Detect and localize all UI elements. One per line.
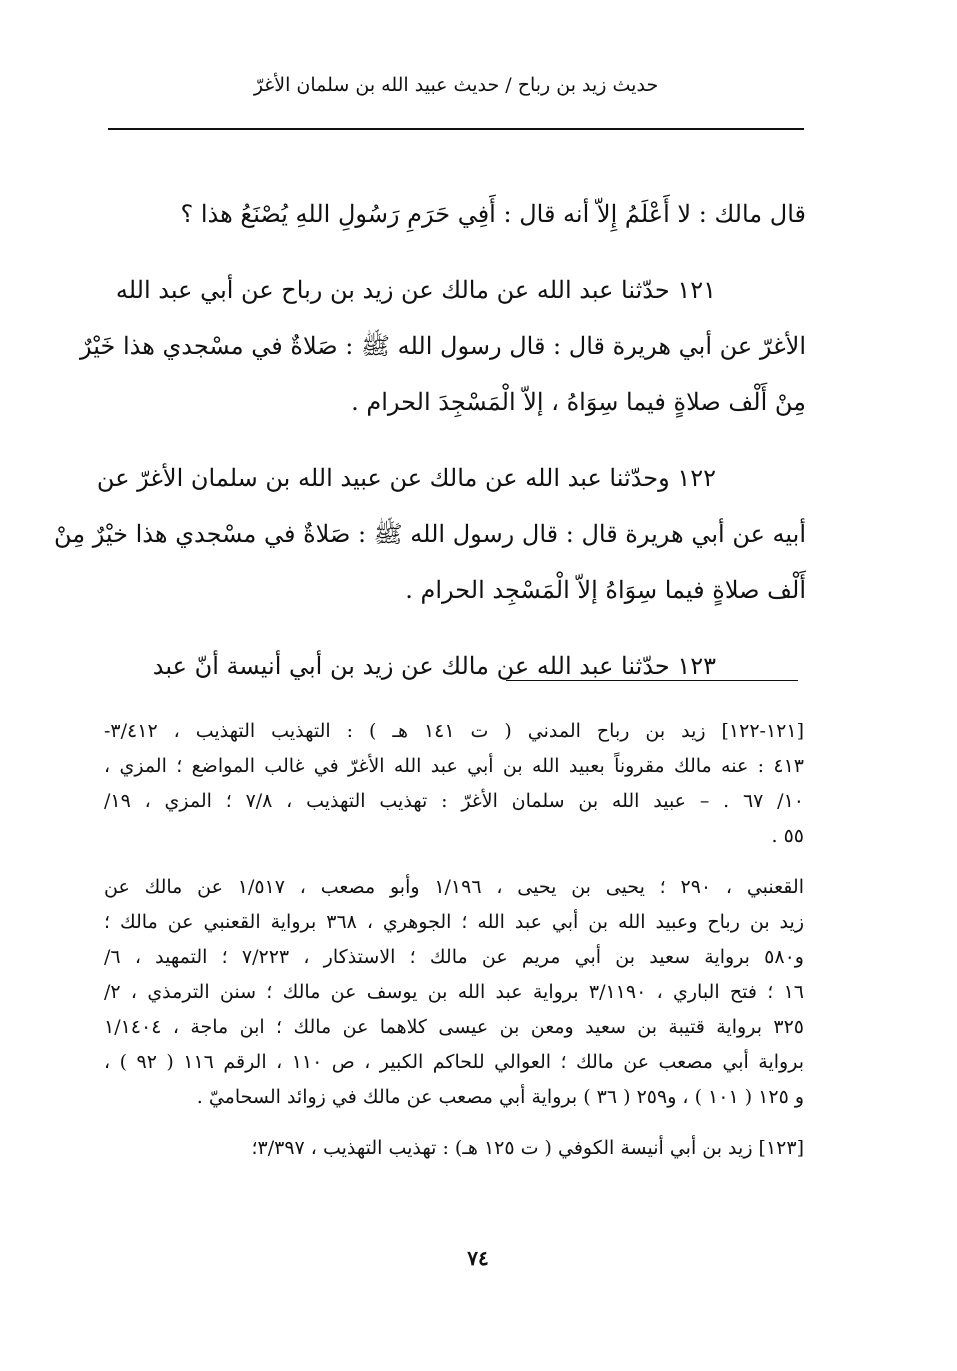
footnote-line: ١٠/ ٦٧ . – عبيد الله بن سلمان الأغرّ : تهذيب التهذيب ، ٧/٨ ؛ المزي ، ١٩/: [104, 790, 804, 812]
intro-line: قال مالك : لا أَعْلَمُ إِلاّ أنه قال : أَفِي حَرَمِ رَسُولِ اللهِ يُصْنَعُ هذا ؟: [180, 200, 806, 228]
footnote-sources: [104, 870, 804, 1115]
hadith-121-line-2: الأغرّ عن أبي هريرة قال : قال رسول الله ﷺ : صَلاةٌ في مسْجدي هذا خَيْرٌ: [80, 332, 806, 360]
footnotes: [104, 714, 804, 1166]
footnote-line: ٤١٣ : عنه مالك مقروناً بعبيد الله بن أبي عبد الله الأغرّ في غالب المواضع ؛ المزي ،: [104, 755, 804, 777]
footnote-line: القعنبي ، ٢٩٠ ؛ يحيى بن يحيى ، ١/١٩٦ وأبو مصعب ، ١/٥١٧ عن مالك عن: [104, 876, 804, 898]
footnote-line: ١٦ ؛ فتح الباري ، ٣/١١٩٠ برواية عبد الله بن يوسف عن مالك ؛ سنن الترمذي ، ٢/: [104, 981, 804, 1003]
page-number: ٧٤: [467, 1246, 489, 1270]
footnote-123: [104, 1131, 804, 1166]
footnote-121-122: [104, 714, 804, 854]
hadith-123-line-1: ١٢٣ حدّثنا عبد الله عن مالك عن زيد بن أبي أنيسة أنّ عبد: [152, 652, 716, 680]
footnote-line: [١٢١-١٢٢] زيد بن رباح المدني ( ت ١٤١ هـ ) : التهذيب التهذيب ، ٣/٤١٢-: [104, 720, 805, 742]
hadith-122-line-3: أَلْف صلاةٍ فيما سِوَاهُ إلاّ الْمَسْجِد الحرام .: [405, 576, 806, 604]
footnote-line: ٣٢٥ برواية قتيبة بن سعيد ومعن بن عيسى كلاهما عن مالك ؛ ابن ماجة ، ١/١٤٠٤: [104, 1016, 804, 1038]
footnote-line: زيد بن رباح وعبيد الله بن أبي عبد الله ؛ الجوهري ، ٣٦٨ برواية القعنبي عن مالك ؛: [104, 911, 804, 933]
footnote-line: و ١٢٥ ( ١٠١ ) ، و٢٥٩ ( ٣٦ ) برواية أبي مصعب عن مالك في زوائد السحاميّ .: [196, 1086, 804, 1108]
hadith-122-line-1: ١٢٢ وحدّثنا عبد الله عن مالك عن عبيد الله بن سلمان الأغرّ عن: [96, 464, 716, 492]
footnote-line: برواية أبي مصعب عن مالك ؛ العوالي للحاكم الكبير ، ص ١١٠ ، الرقم ١١٦ ( ٩٢ ) ،: [104, 1051, 805, 1073]
hadith-121-line-3: مِنْ أَلْف صلاةٍ فيما سِوَاهُ ، إلاّ الْمَسْجِدَ الحرام .: [351, 388, 806, 416]
hadith-121: [80, 262, 806, 430]
running-header: حديث زيد بن رباح / حديث عبيد الله بن سلمان الأغرّ: [253, 74, 659, 96]
hadith-123: [100, 638, 806, 694]
hadith-121-line-1: ١٢١ حدّثنا عبد الله عن مالك عن زيد بن رباح عن أبي عبد الله: [115, 276, 716, 304]
hadith-122-line-2: أبيه عن أبي هريرة قال : قال رسول الله ﷺ : صَلاةٌ في مسْجدي هذا خيْرٌ مِنْ: [53, 520, 806, 548]
footnote-line: [١٢٣] زيد بن أبي أنيسة الكوفي ( ت ١٢٥ هـ) : تهذيب التهذيب ، ٣/٣٩٧؛: [251, 1137, 804, 1159]
footnote-line: ٥٥ .: [771, 825, 804, 847]
intro-paragraph: [100, 186, 806, 242]
footnote-line: و٥٨٠ برواية سعيد بن أبي مريم عن مالك ؛ الاستذكار ، ٧/٢٢٣ ؛ التمهيد ، ٦/: [104, 946, 804, 968]
main-text: [53, 186, 806, 694]
hadith-122: [53, 450, 806, 618]
footnote-rule: [506, 680, 798, 681]
header-rule: [108, 128, 804, 130]
